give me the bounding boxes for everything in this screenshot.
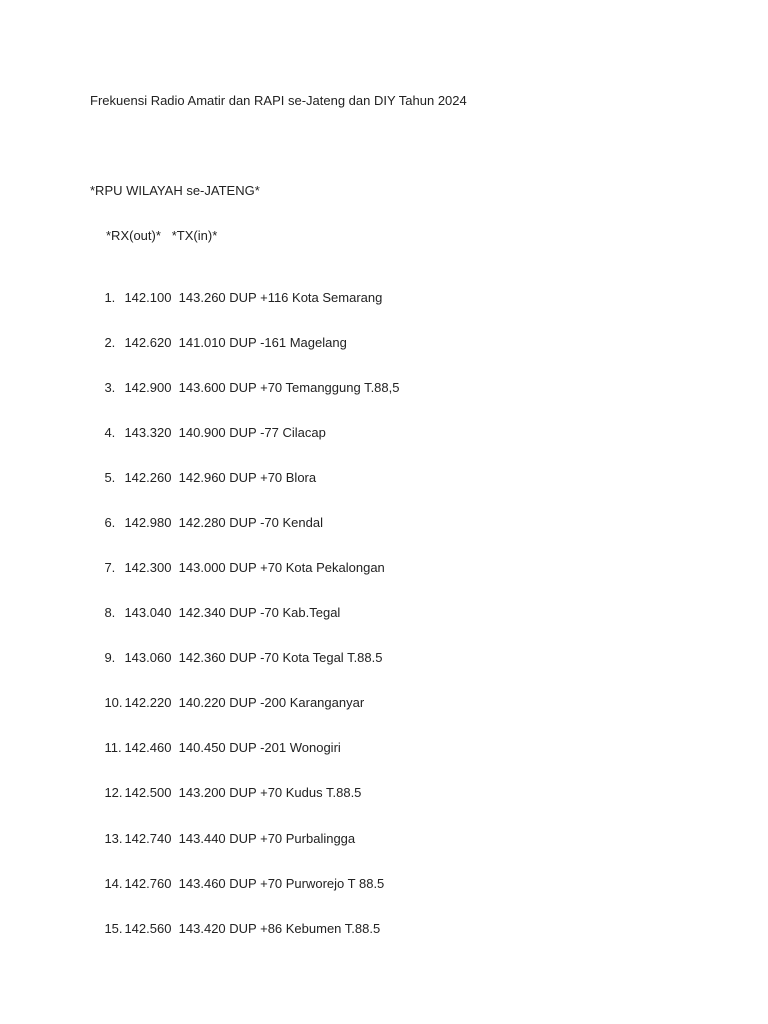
list-item [90,274,382,322]
list-item-text: 142.260 142.960 DUP +70 Blora [124,470,317,485]
list-item [90,905,380,953]
list-item [90,544,385,592]
list-item-number: 15. [104,921,123,936]
list-item-text: 142.500 143.200 DUP +70 Kudus T.88.5 [124,785,362,800]
list-item [90,634,383,682]
list-item [90,815,355,863]
list-item-text: 142.740 143.440 DUP +70 Purbalingga [124,831,356,846]
list-item [90,724,341,772]
list-item [90,499,323,547]
list-item-text: 142.460 140.450 DUP -201 Wonogiri [124,740,341,755]
list-item-text: 142.900 143.600 DUP +70 Temanggung T.88,5 [124,380,400,395]
list-item-number: 5. [104,470,116,485]
list-item-text: 142.300 143.000 DUP +70 Kota Pekalongan [124,560,385,575]
list-item-number: 2. [104,335,116,350]
list-item-text: 142.760 143.460 DUP +70 Purworejo T 88.5 [124,876,385,891]
list-item-text: 142.980 142.280 DUP -70 Kendal [124,515,323,530]
list-item-number: 10. [104,695,123,710]
list-item-number: 13. [104,831,123,846]
list-item [90,679,364,727]
list-item-number: 1. [104,290,116,305]
section-heading: *RPU WILAYAH se-JATENG* [90,183,260,198]
list-item [90,319,347,367]
list-item-text: 143.060 142.360 DUP -70 Kota Tegal T.88.5 [124,650,383,665]
list-item [90,860,384,908]
list-item-text: 142.220 140.220 DUP -200 Karanganyar [124,695,365,710]
list-item-number: 3. [104,380,116,395]
list-item [90,454,316,502]
list-item-number: 9. [104,650,116,665]
list-item-number: 14. [104,876,123,891]
list-item [90,589,340,637]
list-item [90,409,326,457]
list-item-number: 11. [104,740,122,755]
document-title: Frekuensi Radio Amatir dan RAPI se-Jateng dan DIY Tahun 2024 [90,93,467,108]
list-item-text: 143.040 142.340 DUP -70 Kab.Tegal [124,605,341,620]
list-item [90,364,399,412]
list-item [90,769,361,817]
column-header: *RX(out)* *TX(in)* [106,228,218,243]
list-item-text: 142.620 141.010 DUP -161 Magelang [124,335,347,350]
list-item-number: 4. [104,425,116,440]
list-item-text: 142.100 143.260 DUP +116 Kota Semarang [124,290,383,305]
list-item-number: 7. [104,560,116,575]
list-item-text: 142.560 143.420 DUP +86 Kebumen T.88.5 [124,921,381,936]
list-item-text: 143.320 140.900 DUP -77 Cilacap [124,425,326,440]
list-item-number: 8. [104,605,116,620]
list-item-number: 12. [104,785,123,800]
list-item-number: 6. [104,515,116,530]
